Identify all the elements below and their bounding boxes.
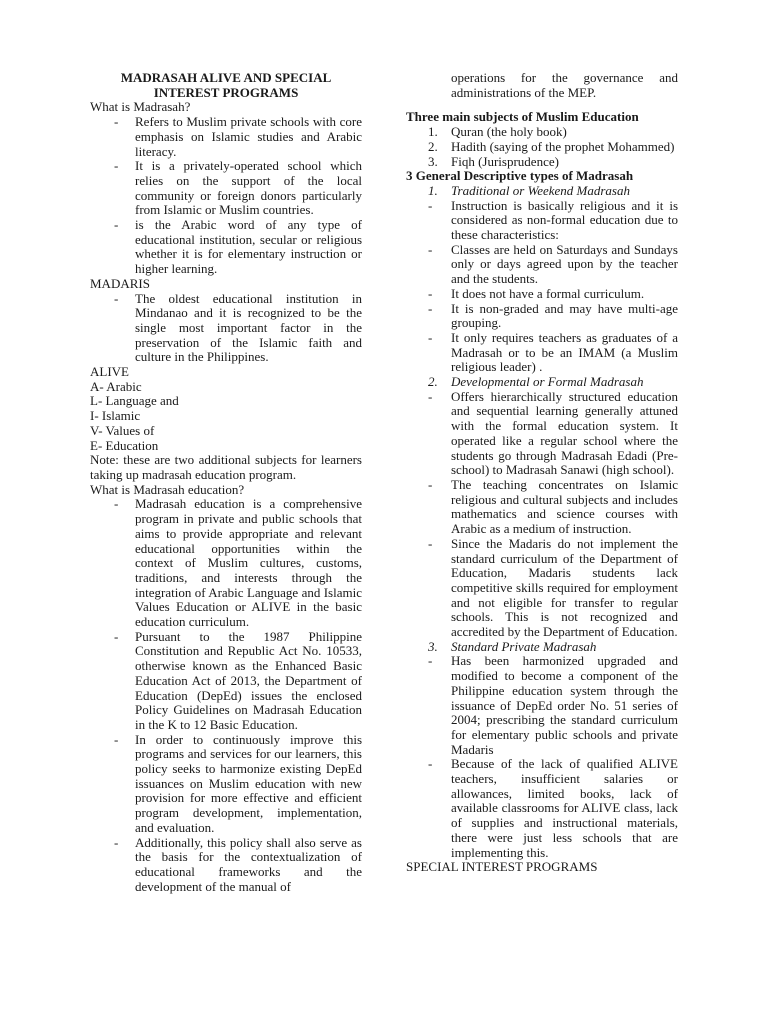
item-text: Traditional or Weekend Madrasah xyxy=(451,182,630,198)
item-number: 3. xyxy=(428,638,438,654)
item-text: Quran (the holy book) xyxy=(451,124,567,140)
title-line-2: INTEREST PROGRAMS xyxy=(153,84,299,100)
alive-heading: ALIVE xyxy=(90,364,129,380)
list-item: - The teaching concentrates on Islamic religious and cultural subjects and includes mathematics and science courses with Arabic as a medium of instruction. xyxy=(406,478,678,537)
type-2-title xyxy=(406,375,678,390)
question-madrasah-education: What is Madrasah education? xyxy=(90,481,245,497)
alive-line: L- Language and xyxy=(90,393,179,409)
madrasah-education-list xyxy=(90,497,362,894)
continuation-list xyxy=(406,71,678,100)
list-item xyxy=(406,155,678,170)
list-item: - It is a privately-operated school which relies on the support of the local community or foreign donors particularly from Islamic or Muslim countries. xyxy=(90,159,362,218)
list-item: - Pursuant to the 1987 Philippine Constitution and Republic Act No. 10533, otherwise known as the Enhanced Basic Education Act of 2013, the Department of Education (DepEd) issues the enclosed Policy Guidelines on Madrasah Education in the K to 12 Basic Education. xyxy=(90,630,362,733)
type-1-list xyxy=(406,199,678,375)
item-number: 1. xyxy=(428,182,438,198)
list-item: - In order to continuously improve this programs and services for our learners, this policy seeks to harmonize existing DepEd issuances on Muslim education with new provision for more effective and efficient program development, implementation, and evaluation. xyxy=(90,733,362,836)
madrasah-definition-list xyxy=(90,115,362,277)
alive-line: I- Islamic xyxy=(90,408,141,424)
title-line-1: MADRASAH ALIVE AND SPECIAL xyxy=(120,70,332,85)
right-column xyxy=(406,71,678,875)
item-number: 1. xyxy=(428,124,438,140)
continuation-text xyxy=(406,71,678,100)
list-item: - It does not have a formal curriculum. xyxy=(406,287,678,302)
subjects-list xyxy=(406,125,678,169)
list-item: - The oldest educational institution in Mindanao and it is recognized to be the single most important factor in the preservation of the Islamic faith and culture in the Philippines. xyxy=(90,292,362,366)
continuation-span: operations for the governance and administrations of the MEP. xyxy=(451,70,678,100)
list-item: - Offers hierarchically structured education and sequential learning generally attuned with the formal education system. It operated like a regular school where the students go through Madrasah Edadi (Pre-school) to Madrasah Sanawi (high school). xyxy=(406,390,678,478)
list-item xyxy=(406,125,678,140)
madaris-list xyxy=(90,292,362,366)
list-item: - Since the Madaris do not implement the standard curriculum of the Department of Education, Madaris students lack competitive skills required for employment and not eligible for transfer to regular schools. This is not recognized and accredited by the Department of Education. xyxy=(406,537,678,640)
type-3-title xyxy=(406,640,678,655)
list-item: - Has been harmonized upgraded and modified to become a component of the Philippine education system through the issuance of DepEd order No. 51 series of 2004; prescribing the standard curriculum for elementary public schools and private Madaris xyxy=(406,654,678,757)
document-title xyxy=(90,71,362,100)
list-item: - Classes are held on Saturdays and Sundays only or days agreed upon by the teacher and the students. xyxy=(406,243,678,287)
alive-line: V- Values of xyxy=(90,422,155,438)
item-text: Developmental or Formal Madrasah xyxy=(451,374,644,390)
list-item: - It is non-graded and may have multi-age grouping. xyxy=(406,302,678,331)
list-item: - Madrasah education is a comprehensive program in private and public schools that aims to provide appropriate and relevant educational opportunities within the context of Muslim cultures, customs, traditions, and interests through the integration of Arabic Language and Islamic Values Education or ALIVE in the basic education curriculum. xyxy=(90,497,362,629)
item-number: 2. xyxy=(428,374,438,390)
types-heading: 3 General Descriptive types of Madrasah xyxy=(406,168,634,184)
list-item: - It only requires teachers as graduates of a Madrasah or to be an IMAM (a Muslim religious leader) . xyxy=(406,331,678,375)
alive-line: E- Education xyxy=(90,437,159,453)
alive-line: A- Arabic xyxy=(90,378,142,394)
item-text: Hadith (saying of the prophet Mohammed) xyxy=(451,138,675,154)
list-item: - Instruction is basically religious and it is considered as non-formal education due to these characteristics: xyxy=(406,199,678,243)
left-column xyxy=(90,71,362,894)
list-item: - Refers to Muslim private schools with core emphasis on Islamic studies and Arabic literacy. xyxy=(90,115,362,159)
list-item: - Additionally, this policy shall also serve as the basis for the contextualization of educational frameworks and the development of the manual of xyxy=(90,836,362,895)
item-number: 2. xyxy=(428,138,438,154)
type-3-list xyxy=(406,654,678,860)
subjects-heading: Three main subjects of Muslim Education xyxy=(406,109,639,125)
item-text: Standard Private Madrasah xyxy=(451,638,597,654)
madaris-heading: MADARIS xyxy=(90,275,150,291)
type-1-title xyxy=(406,184,678,199)
question-what-is-madrasah: What is Madrasah? xyxy=(90,99,191,115)
list-item: - Because of the lack of qualified ALIVE teachers, insufficient salaries or allowances, limited books, lack of available classrooms for ALIVE class, lack of supplies and instructional materials, there were just less schools that are implementing this. xyxy=(406,757,678,860)
item-number: 3. xyxy=(428,153,438,169)
type-2-list xyxy=(406,390,678,640)
special-interest-heading: SPECIAL INTEREST PROGRAMS xyxy=(406,859,598,875)
item-text: Fiqh (Jurisprudence) xyxy=(451,153,559,169)
list-item xyxy=(406,140,678,155)
alive-note: Note: these are two additional subjects for learners taking up madrasah education program. xyxy=(90,452,362,482)
list-item: - is the Arabic word of any type of educational institution, secular or religious whether it is for elementary instruction or higher learning. xyxy=(90,218,362,277)
